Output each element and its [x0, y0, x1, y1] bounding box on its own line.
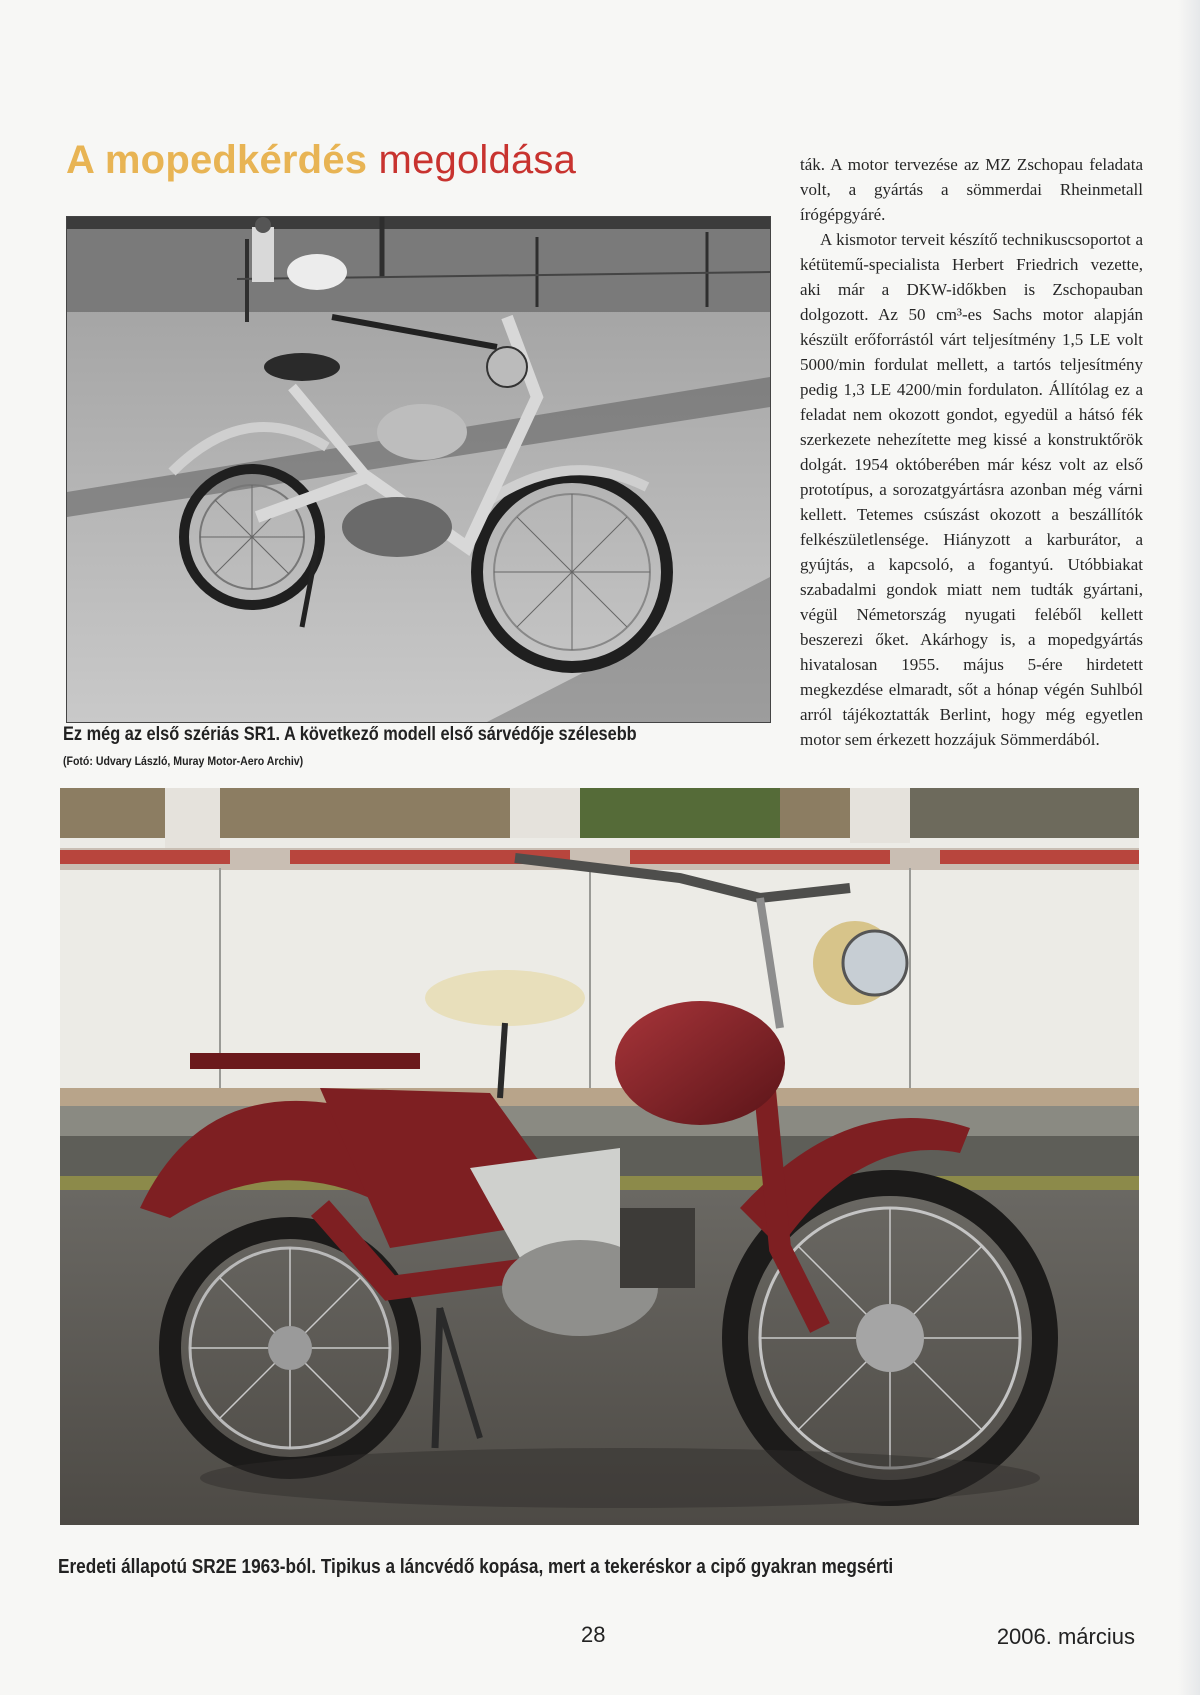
page-edge-shadow	[1178, 0, 1200, 1695]
photo-sr1-illustration	[67, 217, 770, 722]
article-paragraph-1: ták. A motor tervezése az MZ Zschopau feladata volt, a gyártás a sömmerdai Rheinmetall írógépgyáré.	[800, 155, 1143, 224]
photo-sr1-caption: Ez még az első szériás SR1. A következő modell első sárvédője szélesebb	[63, 724, 637, 745]
photo-sr1-credit: (Fotó: Udvary László, Muray Motor-Aero Archiv)	[63, 754, 304, 768]
article-title-light: megoldása	[378, 138, 577, 182]
photo-sr2e-illustration	[60, 788, 1139, 1525]
page-number: 28	[581, 1622, 606, 1647]
article-title	[66, 138, 576, 183]
photo-sr2e-caption: Eredeti állapotú SR2E 1963-ból. Tipikus a láncvédő kopása, mert a tekeréskor a cipő gyakran megsérti	[58, 1556, 894, 1578]
photo-sr2e-moped	[60, 788, 1139, 1525]
issue-date: 2006. március	[996, 1624, 1135, 1649]
article-body	[800, 152, 1143, 752]
article-title-bold: A mopedkérdés	[66, 138, 368, 182]
photo-sr1-moped	[66, 216, 771, 723]
article-paragraph-2: A kismotor terveit készítő technikuscsoportot a kétütemű-specialista Herbert Friedrich vezette, aki már a DKW-időkben is Zschopauban dolgozott. Az 50 cm³-es Sachs motor alapján készült erőforrástól várt teljesítmény 1,5 LE volt 5000/min fordulat mellett, a tartós teljesítmény pedig 1,3 LE 4200/min fordulaton. Állítólag ez a feladat nem okozott gondot, egyedül a hátsó fék szerkezete nehezítette meg kissé a konstruktőrök dolgát. 1954 októberében már kész volt az első prototípus, a sorozatgyártásra azonban még várni kellett. Tetemes csúszást okozott a beszállítók felkészületlensége. Hiányzott a karburátor, a gyújtás, a kapcsoló, a fogantyú. Utóbbiakat szabadalmi gondok miatt nem tudták gyártani, végül Németország nyugati feléből kellett beszerezi őket. Akárhogy is, a mopedgyártás hivatalosan 1955. május 5-ére hirdetett megkezdése elmaradt, sőt a hónap végén Suhlból arról tájékoztatták Berlint, hogy még egyetlen motor sem érkezett hozzájuk Sömmerdából.	[800, 230, 1143, 749]
